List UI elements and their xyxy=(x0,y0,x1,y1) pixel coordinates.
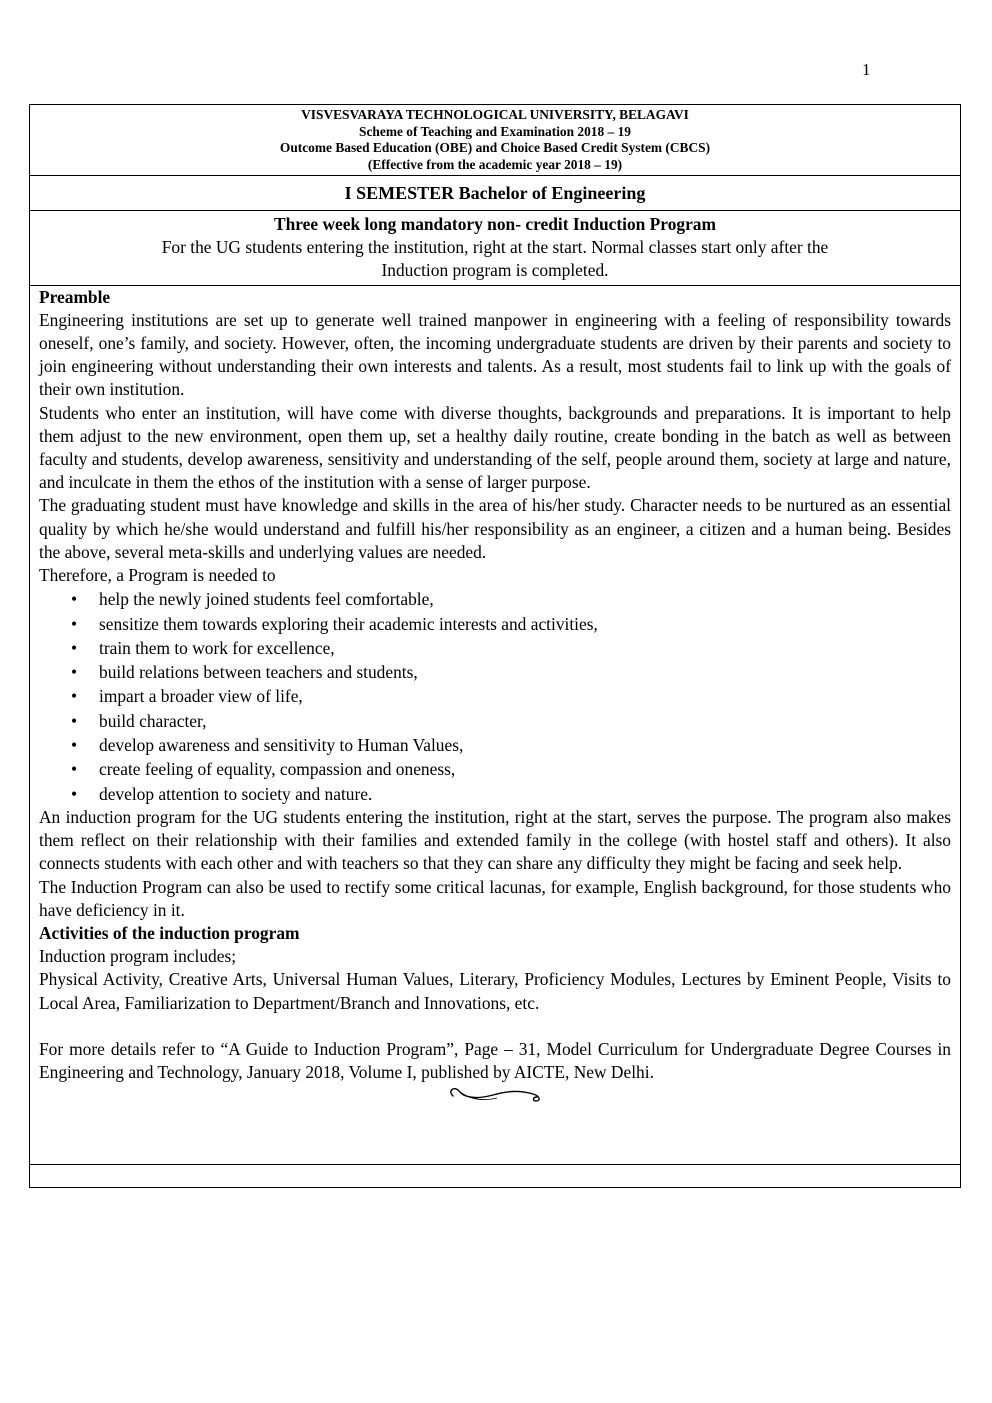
list-item: • sensitize them towards exploring their academic interests and activities, xyxy=(99,612,951,636)
induction-line-1: For the UG students entering the institution, right at the start. Normal classes start only after the xyxy=(161,237,829,258)
activities-heading: Activities of the induction program xyxy=(39,922,300,943)
induction-line-2: Induction program is completed. xyxy=(381,260,609,281)
preamble-heading: Preamble xyxy=(39,286,111,307)
system-line: Outcome Based Education (OBE) and Choice Based Credit System (CBCS) xyxy=(279,140,711,155)
induction-title: Three week long mandatory non- credit Induction Program xyxy=(273,214,716,234)
list-item: • develop awareness and sensitivity to Human Values, xyxy=(99,733,951,757)
list-item: • impart a broader view of life, xyxy=(99,684,951,708)
university-name: VISVESVARAYA TECHNOLOGICAL UNIVERSITY, BELAGAVI xyxy=(301,107,689,122)
list-item: • build character, xyxy=(99,709,951,733)
list-item: • develop attention to society and nature. xyxy=(99,782,951,806)
activities-line-2: Physical Activity, Creative Arts, Universal Human Values, Literary, Proficiency Modules, Lectures by Eminent People, Visits to Local Area, Familiarization to Department/Branch and Innovations, etc. xyxy=(39,969,951,1013)
list-item: • build relations between teachers and students, xyxy=(99,660,951,684)
document-header xyxy=(30,105,960,176)
footer-row xyxy=(30,1164,960,1187)
program-needs-list xyxy=(39,587,951,806)
list-item: • create feeling of equality, compassion and oneness, xyxy=(99,757,951,781)
list-item: • help the newly joined students feel comfortable, xyxy=(99,587,951,611)
reference-paragraph: For more details refer to “A Guide to Induction Program”, Page – 31, Model Curriculum for Undergraduate Degree Courses in Engineering and Technology, January 2018, Volume I, published by AICTE, New Delhi. xyxy=(39,1038,951,1082)
effective-line: (Effective from the academic year 2018 – 19) xyxy=(367,156,623,172)
preamble-paragraph-6: The Induction Program can also be used to rectify some critical lacunas, for example, English background, for those students who have deficiency in it. xyxy=(39,876,951,920)
activities-line-1: Induction program includes; xyxy=(39,946,237,967)
swash-divider-icon xyxy=(445,1084,545,1106)
scheme-line: Scheme of Teaching and Examination 2018 – 19 xyxy=(359,123,631,139)
induction-section xyxy=(30,211,960,286)
preamble-paragraph-3: The graduating student must have knowledge and skills in the area of his/her study. Character needs to be nurtured as an essential quality by which he/she would understand and fulfill his/her responsibility as an engineer, a citizen and a human being. Besides the above, several meta-skills and underlying values are needed. xyxy=(39,495,951,562)
semester-title: I SEMESTER Bachelor of Engineering xyxy=(30,176,960,211)
preamble-paragraph-1: Engineering institutions are set up to generate well trained manpower in engineering with a feeling of responsibility towards oneself, one’s family, and society. However, often, the incoming undergraduate students are driven by their parents and society to join engineering without understanding their own interests and talents. As a result, most students fail to link up with the goals of their own institution. xyxy=(39,309,951,400)
preamble-paragraph-4: Therefore, a Program is needed to xyxy=(39,565,276,586)
preamble-paragraph-5: An induction program for the UG students entering the institution, right at the start, serves the purpose. The program also makes them reflect on their relationship with their families and extended family in the college (with hostel staff and others). It also connects students with each other and with teachers so that they can share any difficulty they might be facing and seek help. xyxy=(39,806,951,874)
document-body xyxy=(30,286,960,1164)
preamble-paragraph-2: Students who enter an institution, will have come with diverse thoughts, backgrounds and preparations. It is important to help them adjust to the new environment, open them up, set a healthy daily routine, create bonding in the batch as well as between faculty and students, develop awareness, sensitivity and understanding of the self, people around them, society at large and nature, and inculcate in them the ethos of the institution with a sense of larger purpose. xyxy=(39,402,951,493)
list-item: • train them to work for excellence, xyxy=(99,636,951,660)
page-number: 1 xyxy=(862,60,871,79)
spacer xyxy=(39,1015,951,1038)
document-frame xyxy=(29,104,961,1188)
